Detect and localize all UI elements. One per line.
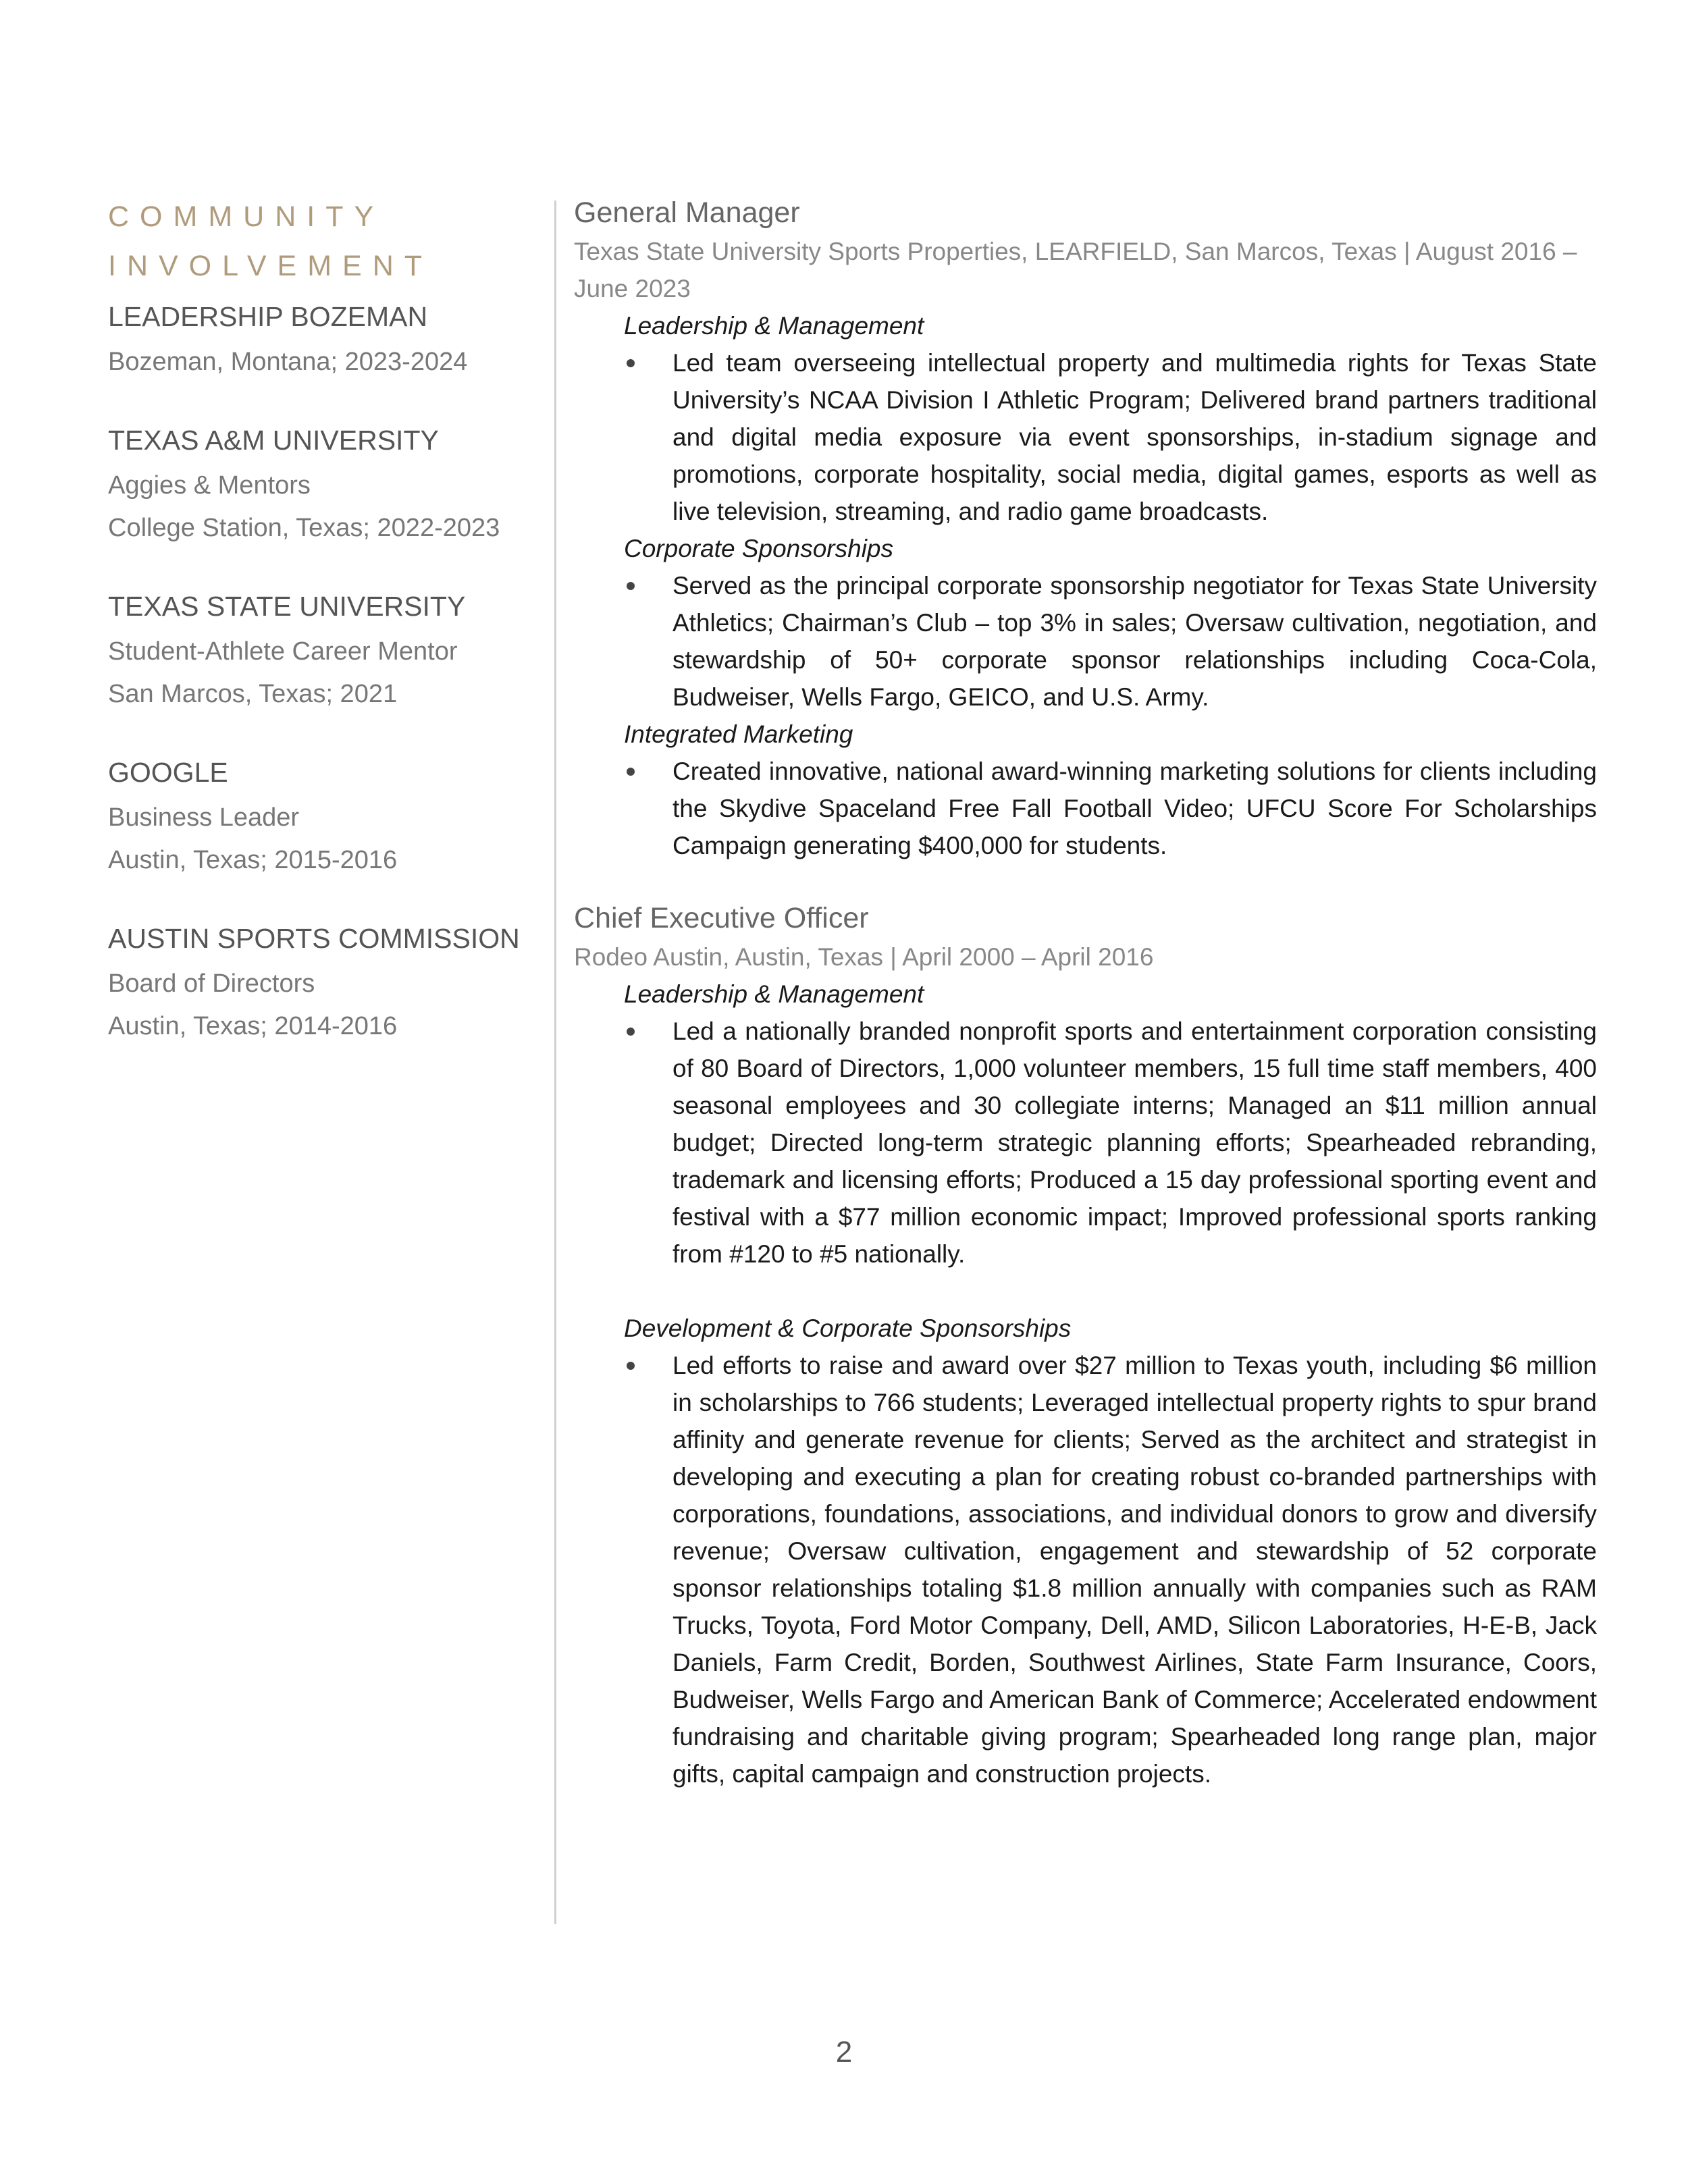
org-name: AUSTIN SPORTS COMMISSION bbox=[108, 923, 520, 954]
bullet-item: Served as the principal corporate sponsorship negotiator for Texas State University Athletics; Chairman’s Club – top 3% in sales; Oversaw cultivation, negotiation, and stewardship of 50+ corporate sponsor relationships including Coca-Cola, Budweiser, Wells Fargo, GEICO, and U.S. Army. bbox=[574, 567, 1597, 716]
section-label: Leadership & Management bbox=[624, 980, 924, 1008]
job-entry bbox=[574, 192, 1597, 864]
org-entry bbox=[108, 921, 540, 1048]
section-label: Leadership & Management bbox=[624, 312, 924, 340]
job-title: General Manager bbox=[574, 196, 800, 229]
bullet-list bbox=[574, 1347, 1597, 1792]
job-title: Chief Executive Officer bbox=[574, 902, 869, 934]
org-detail: Austin, Texas; 2014-2016 bbox=[108, 1012, 398, 1040]
bullet-list bbox=[574, 567, 1597, 716]
org-detail: College Station, Texas; 2022-2023 bbox=[108, 514, 500, 542]
sidebar-heading-line2: INVOLVEMENT bbox=[108, 250, 433, 282]
org-detail: Board of Directors bbox=[108, 969, 315, 998]
org-name: LEADERSHIP BOZEMAN bbox=[108, 301, 428, 332]
org-name: TEXAS A&M UNIVERSITY bbox=[108, 425, 439, 456]
community-involvement-sidebar bbox=[108, 192, 540, 1087]
org-entry bbox=[108, 423, 540, 550]
org-entry bbox=[108, 299, 540, 383]
org-name: GOOGLE bbox=[108, 757, 228, 788]
section-label: Integrated Marketing bbox=[624, 720, 853, 748]
bullet-list bbox=[574, 344, 1597, 530]
column-divider bbox=[554, 201, 556, 1924]
sidebar-heading bbox=[108, 192, 540, 291]
org-detail: Bozeman, Montana; 2023-2024 bbox=[108, 348, 468, 376]
section-label: Corporate Sponsorships bbox=[624, 535, 893, 562]
bullet-list bbox=[574, 1013, 1597, 1273]
bullet-item: Led a nationally branded nonprofit sports and entertainment corporation consisting of 80 Board of Directors, 1,000 volunteer members, 15 full time staff members, 400 seasonal employees and 30 collegiate interns; Managed an $11 million annual budget; Directed long-term strategic planning efforts; Spearheaded rebranding, trademark and licensing efforts; Produced a 15 day professional sporting event and festival with a $77 million economic impact; Improved professional sports ranking from #120 to #5 nationally. bbox=[574, 1013, 1597, 1273]
job-entry bbox=[574, 898, 1597, 1792]
org-detail: Aggies & Mentors bbox=[108, 471, 311, 500]
org-detail: Austin, Texas; 2015-2016 bbox=[108, 846, 398, 874]
org-entry bbox=[108, 589, 540, 716]
bullet-item: Created innovative, national award-winning marketing solutions for clients including the Skydive Spaceland Free Fall Football Video; UFCU Score For Scholarships Campaign generating $400,000 for students. bbox=[574, 753, 1597, 864]
page-number: 2 bbox=[835, 2035, 853, 2069]
org-detail: Business Leader bbox=[108, 803, 300, 832]
bullet-list bbox=[574, 753, 1597, 864]
bullet-item: Led efforts to raise and award over $27 million to Texas youth, including $6 million in scholarships to 766 students; Leveraged intellectual property rights to spur brand affinity and generate revenue for clients; Served as the architect and strategist in developing and executing a plan for creating robust co-branded partnerships with corporations, foundations, associations, and individual donors to grow and diversify revenue; Oversaw cultivation, engagement and stewardship of 52 corporate sponsor relationships totaling $1.8 million annually with companies such as RAM Trucks, Toyota, Ford Motor Company, Dell, AMD, Silicon Laboratories, H-E-B, Jack Daniels, Farm Credit, Borden, Southwest Airlines, State Farm Insurance, Coors, Budweiser, Wells Fargo and American Bank of Commerce; Accelerated endowment fundraising and charitable giving program; Spearheaded long range plan, major gifts, capital campaign and construction projects. bbox=[574, 1347, 1597, 1792]
experience-column bbox=[574, 192, 1597, 1792]
bullet-item: Led team overseeing intellectual property and multimedia rights for Texas State University’s NCAA Division I Athletic Program; Delivered brand partners traditional and digital media exposure via event sponsorships, in-stadium signage and promotions, corporate hospitality, social media, digital games, esports as well as live television, streaming, and radio game broadcasts. bbox=[574, 344, 1597, 530]
org-name: TEXAS STATE UNIVERSITY bbox=[108, 591, 466, 622]
org-detail: Student-Athlete Career Mentor bbox=[108, 637, 458, 666]
section-label: Development & Corporate Sponsorships bbox=[624, 1314, 1072, 1342]
sidebar-heading-line1: COMMUNITY bbox=[108, 201, 385, 233]
org-detail: San Marcos, Texas; 2021 bbox=[108, 680, 398, 708]
org-entry bbox=[108, 755, 540, 882]
job-meta: Texas State University Sports Properties, LEARFIELD, San Marcos, Texas | August 2016 – June 2023 bbox=[574, 238, 1577, 302]
spacer bbox=[574, 1273, 1597, 1310]
job-meta: Rodeo Austin, Austin, Texas | April 2000 – April 2016 bbox=[574, 943, 1154, 971]
